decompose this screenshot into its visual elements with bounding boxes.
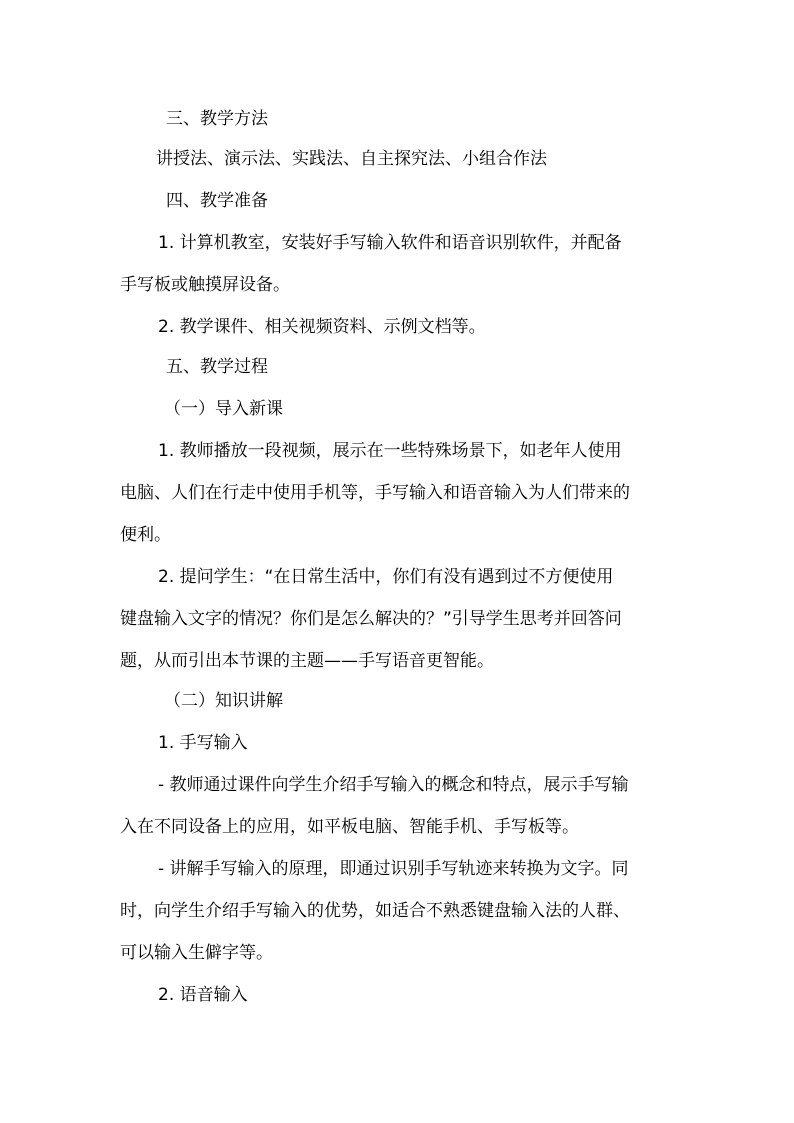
paragraph-line: 可以输入生僻字等。 xyxy=(120,943,273,963)
subsection-heading-knowledge: （二）知识讲解 xyxy=(164,691,283,711)
item-heading-voice: 2. 语音输入 xyxy=(158,985,248,1005)
item-heading-handwriting: 1. 手写输入 xyxy=(158,733,248,753)
paragraph-line: 电脑、人们在行走中使用手机等，手写输入和语音输入为人们带来的 xyxy=(120,483,630,503)
paragraph-line: 键盘输入文字的情况？你们是怎么解决的？”引导学生思考并回答问 xyxy=(120,609,622,629)
paragraph-line: 1. 教师播放一段视频，展示在一些特殊场景下，如老年人使用 xyxy=(158,441,622,461)
paragraph-line: 2. 教学课件、相关视频资料、示例文档等。 xyxy=(158,317,486,337)
section-heading-teaching-process: 五、教学过程 xyxy=(166,357,268,377)
paragraph-line: 讲授法、演示法、实践法、自主探究法、小组合作法 xyxy=(156,149,547,169)
paragraph-line: 题，从而引出本节课的主题——手写语音更智能。 xyxy=(120,651,494,671)
paragraph-line: 1. 计算机教室，安装好手写输入软件和语音识别软件，并配备 xyxy=(158,233,622,253)
section-heading-teaching-preparation: 四、教学准备 xyxy=(166,191,268,211)
subsection-heading-intro: （一）导入新课 xyxy=(164,399,283,419)
paragraph-line: - 讲解手写输入的原理，即通过识别手写轨迹来转换为文字。同 xyxy=(158,859,629,879)
paragraph-line: 入在不同设备上的应用，如平板电脑、智能手机、手写板等。 xyxy=(120,817,579,837)
paragraph-line: - 教师通过课件向学生介绍手写输入的概念和特点，展示手写输 xyxy=(158,775,629,795)
paragraph-line: 便利。 xyxy=(120,525,171,545)
paragraph-line: 手写板或触摸屏设备。 xyxy=(120,275,290,295)
paragraph-line: 时，向学生介绍手写输入的优势，如适合不熟悉键盘输入法的人群、 xyxy=(120,901,630,921)
section-heading-teaching-methods: 三、教学方法 xyxy=(166,109,268,129)
paragraph-line: 2. 提问学生：“在日常生活中，你们有没有遇到过不方便使用 xyxy=(158,567,614,587)
